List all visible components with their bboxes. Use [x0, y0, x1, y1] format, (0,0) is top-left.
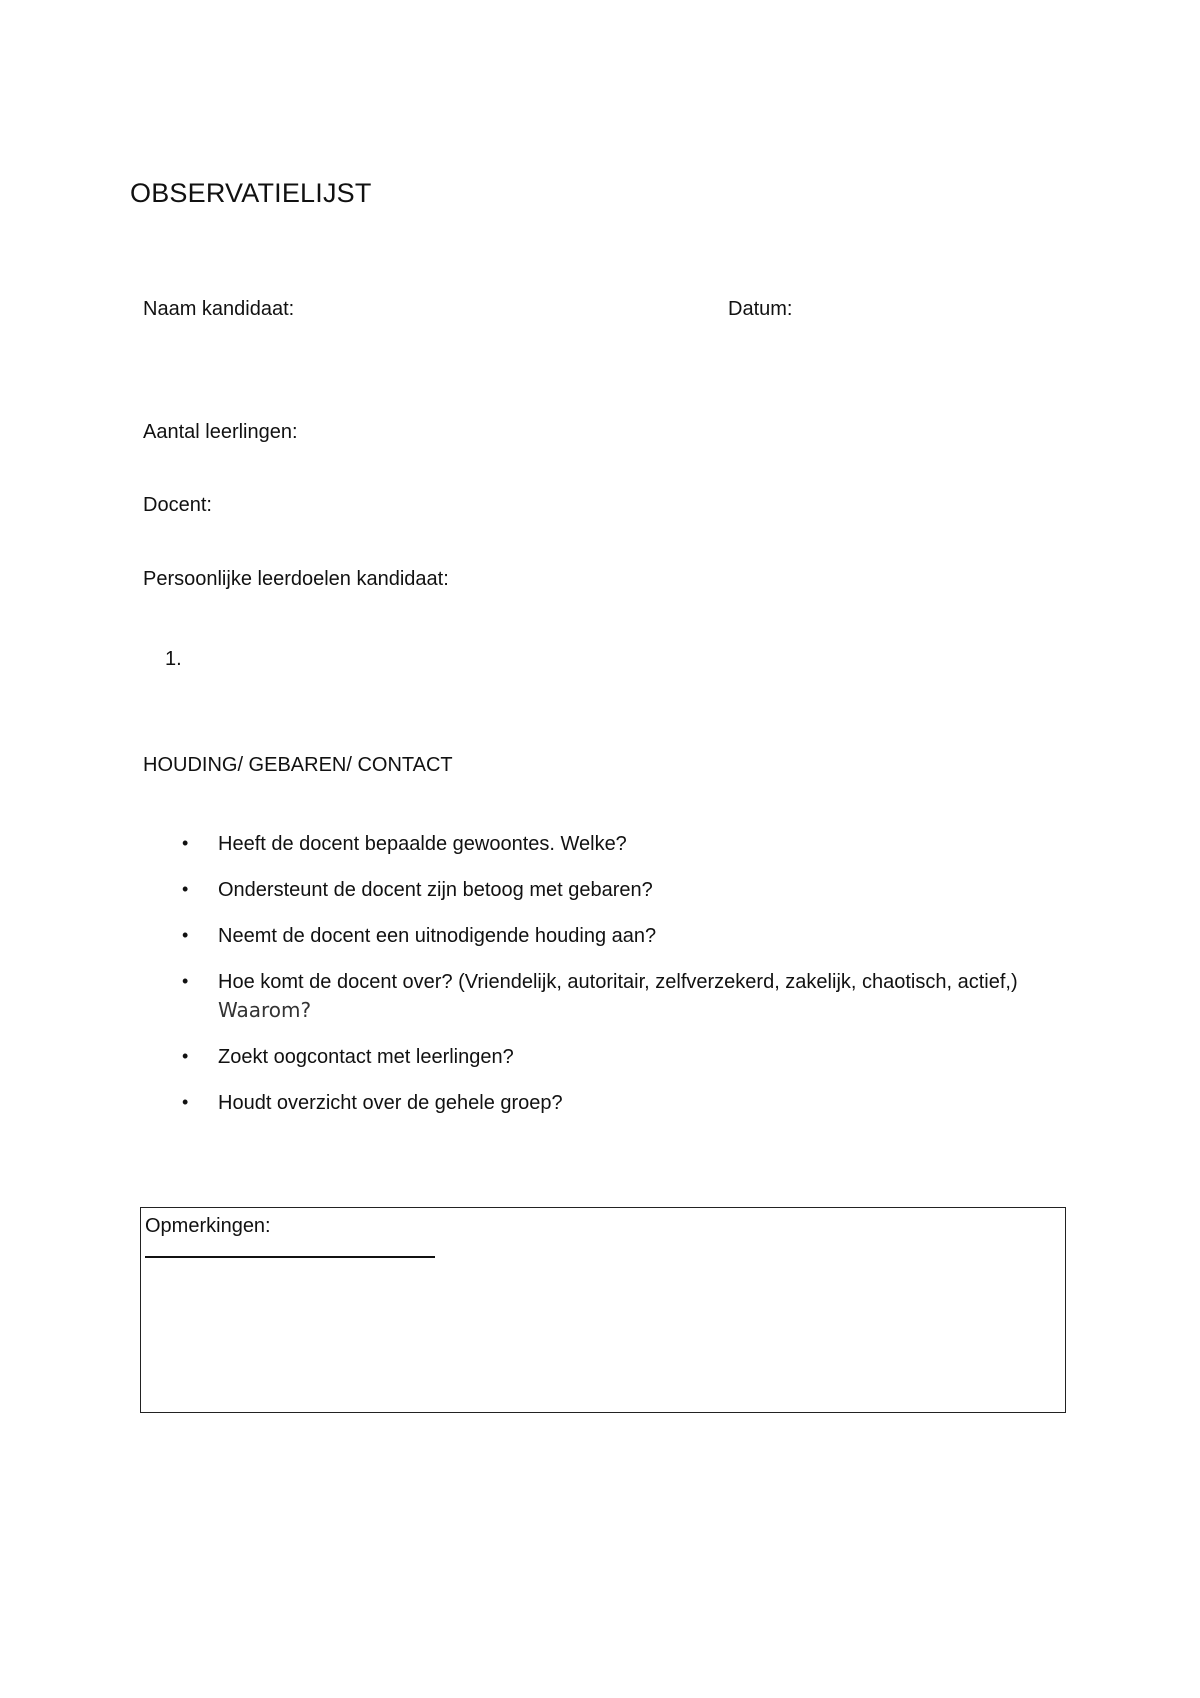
field-persoonlijke-leerdoelen: Persoonlijke leerdoelen kandidaat:: [143, 568, 449, 590]
bullet-text: Neemt de docent een uitnodigende houding aan?: [218, 925, 657, 947]
observation-bullet-list: [180, 829, 1060, 1134]
list-item: [180, 829, 1060, 858]
document-title: OBSERVATIELIJST: [130, 178, 372, 208]
field-datum: Datum:: [728, 298, 793, 320]
bullet-text: Hoe komt de docent over? (Vriendelijk, autoritair, zelfverzekerd, zakelijk, chaotisch, actief,) Waarom?: [218, 971, 1018, 1022]
remarks-label: Opmerkingen:: [145, 1215, 271, 1237]
bullet-text: Zoekt oogcontact met leerlingen?: [218, 1046, 514, 1068]
field-naam-kandidaat: Naam kandidaat:: [143, 298, 295, 320]
bullet-icon: •: [182, 925, 189, 945]
list-item: [180, 875, 1060, 904]
list-item: [180, 921, 1060, 950]
section-title: HOUDING/ GEBAREN/ CONTACT: [143, 754, 453, 776]
list-item: [180, 967, 1060, 1025]
list-item: [180, 1042, 1060, 1071]
bullet-icon: •: [182, 1092, 189, 1112]
field-docent: Docent:: [143, 494, 212, 516]
list-item: [165, 647, 205, 671]
bullet-icon: •: [182, 879, 189, 899]
goal-number: 1.: [165, 648, 182, 670]
remarks-underline: [145, 1256, 435, 1258]
bullet-icon: •: [182, 1046, 189, 1066]
remarks-box: [140, 1207, 1066, 1413]
bullet-icon: •: [182, 971, 189, 991]
list-item: [180, 1088, 1060, 1117]
bullet-text: Ondersteunt de docent zijn betoog met gebaren?: [218, 879, 653, 901]
learning-goals-list: [165, 647, 205, 671]
bullet-text: Heeft de docent bepaalde gewoontes. Welke?: [218, 833, 627, 855]
field-aantal-leerlingen: Aantal leerlingen:: [143, 421, 298, 443]
bullet-icon: •: [182, 833, 189, 853]
bullet-text: Houdt overzicht over de gehele groep?: [218, 1092, 563, 1114]
